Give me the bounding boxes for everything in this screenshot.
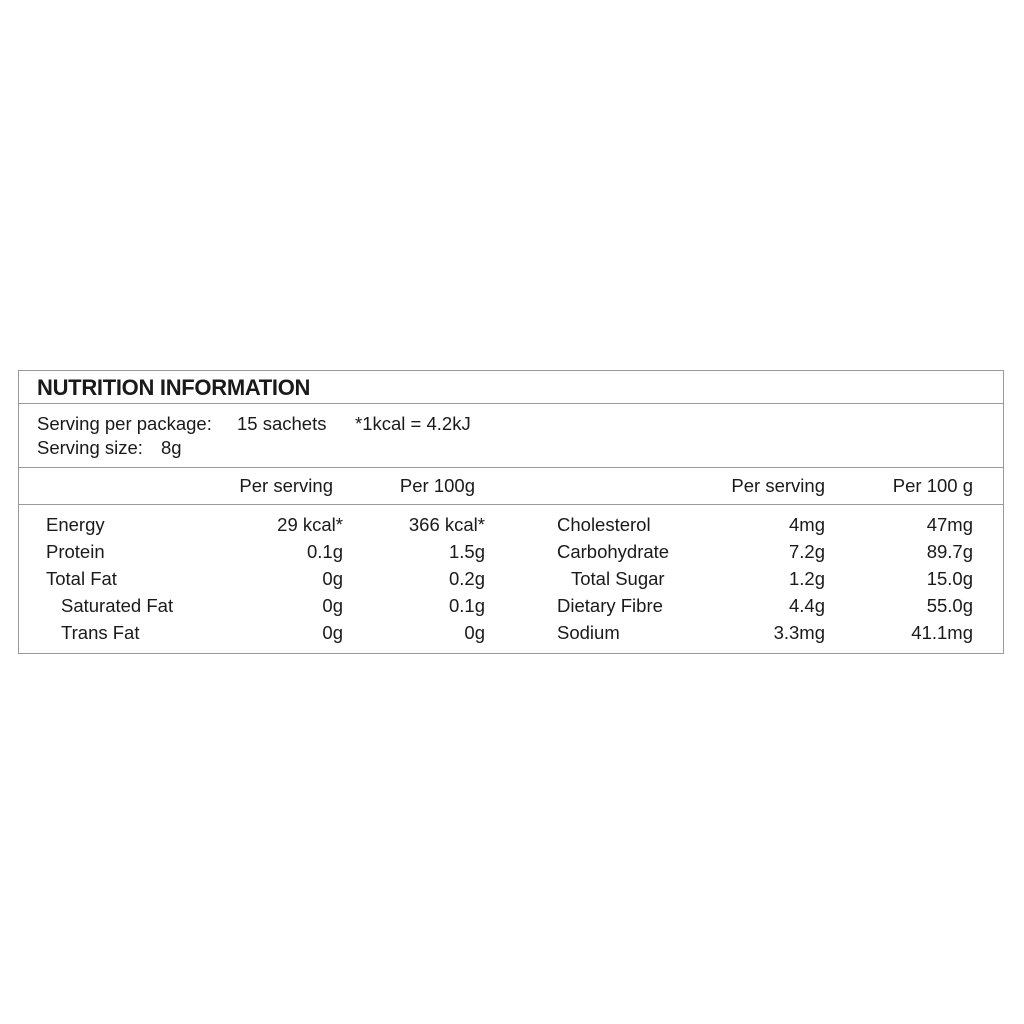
serving-size-value: 8g: [161, 437, 182, 458]
nutrient-per-100g: 89.7g: [926, 541, 973, 562]
panel-title: NUTRITION INFORMATION: [37, 375, 311, 400]
nutrient-per-serving: 4mg: [789, 514, 825, 535]
nutrient-name: Trans Fat: [61, 622, 140, 643]
nutrient-name: Protein: [46, 541, 105, 562]
nutrient-per-serving: 1.2g: [788, 568, 825, 589]
nutrient-name: Cholesterol: [557, 514, 651, 535]
header-right-per-100g: Per 100 g: [892, 475, 973, 496]
nutrient-per-serving: 4.4g: [788, 595, 825, 616]
nutrient-per-100g: 0g: [464, 622, 485, 643]
serving-per-package-value: 15 sachets: [237, 413, 327, 434]
nutrient-name: Total Sugar: [571, 568, 665, 589]
nutrient-per-100g: 0.2g: [448, 568, 485, 589]
nutrient-name: Carbohydrate: [557, 541, 670, 562]
nutrition-panel: [18, 370, 1004, 654]
nutrient-per-serving: 7.2g: [788, 541, 825, 562]
nutrient-per-serving: 3.3mg: [773, 622, 825, 643]
nutrient-per-100g: 41.1mg: [911, 622, 973, 643]
nutrient-name: Energy: [46, 514, 105, 535]
header-left-per-serving: Per serving: [239, 475, 333, 496]
nutrient-per-serving: 0.1g: [306, 541, 343, 562]
nutrient-name: Total Fat: [46, 568, 117, 589]
conversion-note: *1kcal = 4.2kJ: [355, 413, 471, 434]
header-right-per-serving: Per serving: [731, 475, 825, 496]
nutrient-per-100g: 1.5g: [448, 541, 485, 562]
nutrient-per-100g: 0.1g: [448, 595, 485, 616]
divider-header: [19, 504, 1003, 505]
serving-size-label: Serving size:: [37, 437, 143, 458]
nutrient-name: Sodium: [557, 622, 620, 643]
nutrient-per-100g: 366 kcal*: [408, 514, 485, 535]
nutrient-per-serving: 0g: [322, 568, 343, 589]
nutrient-per-serving: 0g: [322, 595, 343, 616]
nutrient-name: Dietary Fibre: [557, 595, 663, 616]
divider-serving: [19, 467, 1003, 468]
nutrient-per-100g: 47mg: [926, 514, 973, 535]
nutrient-per-serving: 29 kcal*: [277, 514, 343, 535]
serving-per-package-label: Serving per package:: [37, 413, 212, 434]
header-left-per-100g: Per 100g: [399, 475, 475, 496]
nutrient-name: Saturated Fat: [61, 595, 174, 616]
nutrient-per-100g: 15.0g: [926, 568, 973, 589]
nutrient-per-serving: 0g: [322, 622, 343, 643]
divider-title: [19, 403, 1003, 404]
nutrient-per-100g: 55.0g: [926, 595, 973, 616]
